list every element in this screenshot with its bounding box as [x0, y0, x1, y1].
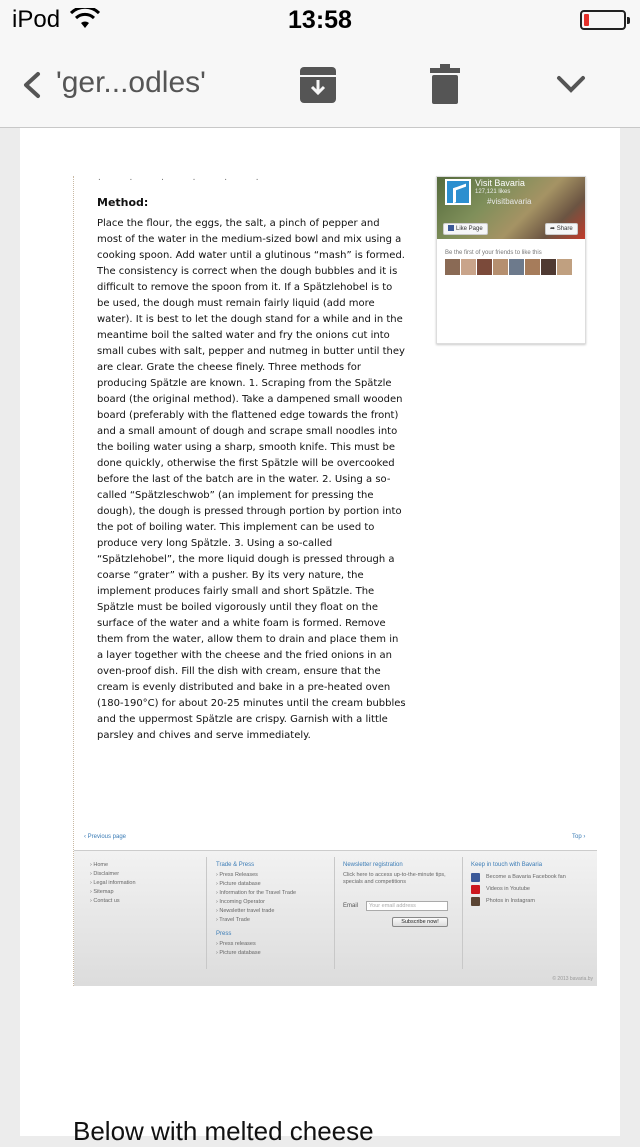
newsletter-column [343, 861, 453, 886]
footer-link[interactable]: › Home [90, 862, 109, 868]
facebook-icon [471, 873, 480, 882]
facebook-page-name: Visit Bavaria [475, 178, 525, 188]
footer-link[interactable]: › Sitemap [90, 889, 114, 895]
trade-link[interactable]: › Incoming Operator [216, 899, 265, 905]
footer-link[interactable]: › Legal information [90, 880, 136, 886]
footer-divider [462, 857, 463, 969]
battery-level [584, 14, 589, 26]
trade-press-column [216, 861, 296, 958]
friend-avatar [477, 259, 492, 275]
instagram-icon [471, 897, 480, 906]
message-title[interactable]: 'ger...odles' [56, 66, 206, 99]
youtube-link[interactable] [471, 883, 566, 895]
facebook-fan-label: Become a Bavaria Facebook fan [486, 873, 566, 880]
facebook-hashtag: #visitbavaria [487, 197, 532, 206]
facebook-friend-faces [445, 259, 572, 275]
email-label: Email [343, 903, 359, 909]
facebook-widget [436, 176, 586, 344]
copyright: © 2013 bavaria.by [552, 976, 593, 982]
newsletter-heading: Newsletter registration [343, 862, 403, 868]
attached-webpage-screenshot [73, 172, 596, 986]
instagram-label: Photos in Instagram [486, 897, 535, 904]
newsletter-text: Click here to access up-to-the-minute tips, specials and competitions [343, 872, 446, 885]
trade-link[interactable]: › Newsletter travel trade [216, 908, 275, 914]
facebook-fan-link[interactable] [471, 871, 566, 883]
trade-press-heading: Trade & Press [216, 862, 255, 868]
facebook-cover-photo [437, 177, 585, 239]
instagram-link[interactable] [471, 895, 566, 907]
trade-link[interactable]: › Press Releases [216, 872, 258, 878]
back-chevron-icon[interactable] [18, 70, 48, 100]
facebook-share-button[interactable] [545, 223, 578, 235]
carrier-label: iPod [12, 6, 61, 33]
footer-divider [206, 857, 207, 969]
friend-avatar [525, 259, 540, 275]
previous-page-link[interactable]: ‹ Previous page [84, 834, 127, 840]
facebook-friends-text: Be the first of your friends to like this [445, 250, 542, 256]
trade-link[interactable]: › Travel Trade [216, 917, 250, 923]
social-column [471, 861, 566, 907]
facebook-like-label: Like Page [456, 226, 483, 232]
friend-avatar [541, 259, 556, 275]
facebook-share-label: Share [556, 226, 573, 232]
site-footer [74, 850, 597, 986]
footer-link[interactable]: › Contact us [90, 898, 120, 904]
method-text: Place the flour, the eggs, the salt, a pinch of pepper and most of the water in the medium-sized bowl and mix using a cooking spoon. Add water until a glutinous “mash” is formed. The consistency is correct when the dough bubbles and it is difficult to remove the spoon from it. If a Spätzlehobel is to be used, the dough must remain fairly liquid (add more water). It is best to let the dough stand for a while and in the meantime boil the salted water and fry the onions cut into small cubes with salt, pepper and nutmeg in butter until they are clear. Grate the cheese finely. Three methods for producing Spätzle are known. 1. Scraping from the Spätzle board (the original method). Take a dampened small wooden board (preferably with the flattened edge towards the front) and a small amount of dough and scrape small noodles into the boiling water using a sharp, smooth knife. This must be done quickly, otherwise the first Spätzle will be overcooked before the last of the batch are in the water. 2. Using a so-called “Spätzleschwob” (an implement for pressing the dough), the dough is pressed through portion by portion into the pot of boiling water. This implement can be used to produce very long Spätzle. 3. Using a so-called “Spätzlehobel”, the more liquid dough is pressed through a coarse “grater” with a pusher. By its very nature, the implement produces fairly small and short Spätzle. The Spätzle must be boiled vigorously until they float on the surface of the water and a white foam is formed. Remove them from the water, allow them to drain and place them in a layer together with the cheese and the fried onions in an oven-proof dish. Fill the dish with cream, ensure that the cream is evenly distributed and bake in a pre-heated oven (180-190°C) for about 20-25 minutes until the cream bubbles and the uppermost Spätzle are crispy. Garnish with a little parsley and chives and serve immediately. [97, 218, 406, 741]
method-heading: Method: [97, 196, 149, 209]
friend-avatar [493, 259, 508, 275]
facebook-like-button[interactable] [443, 223, 488, 235]
email-input[interactable]: Your email address [366, 901, 448, 911]
press-heading: Press [216, 931, 232, 937]
visit-bavaria-logo [445, 179, 471, 205]
friend-avatar [509, 259, 524, 275]
top-link[interactable]: Top › [572, 834, 586, 840]
facebook-likes: 127,121 likes [475, 189, 511, 195]
trade-link[interactable]: › Information for the Travel Trade [216, 890, 297, 896]
battery-icon [580, 10, 626, 30]
youtube-label: Videos in Youtube [486, 885, 530, 892]
press-link[interactable]: › Picture database [216, 950, 261, 956]
facebook-like-icon [448, 225, 454, 231]
truncated-text-dots: . . . . . . [98, 172, 272, 183]
archive-icon[interactable] [299, 66, 337, 104]
friend-avatar [461, 259, 476, 275]
footer-divider [334, 857, 335, 969]
footer-link[interactable]: › Disclaimer [90, 871, 120, 877]
friend-avatar [557, 259, 572, 275]
press-link[interactable]: › Press releases [216, 941, 256, 947]
chevron-down-icon[interactable] [556, 74, 586, 94]
social-heading: Keep in touch with Bavaria [471, 862, 543, 868]
message-body [20, 128, 620, 1146]
subscribe-button[interactable]: Subscribe now! [392, 917, 448, 927]
friend-avatar [445, 259, 460, 275]
share-icon: ➦ [550, 226, 557, 232]
footer-links [90, 861, 136, 906]
youtube-icon [471, 885, 480, 894]
trash-icon[interactable] [430, 64, 460, 104]
mail-toolbar [0, 40, 640, 128]
clock: 13:58 [288, 6, 352, 34]
status-bar [0, 0, 640, 40]
message-caption: Below with melted cheese [73, 1116, 374, 1146]
trade-link[interactable]: › Picture database [216, 881, 261, 887]
